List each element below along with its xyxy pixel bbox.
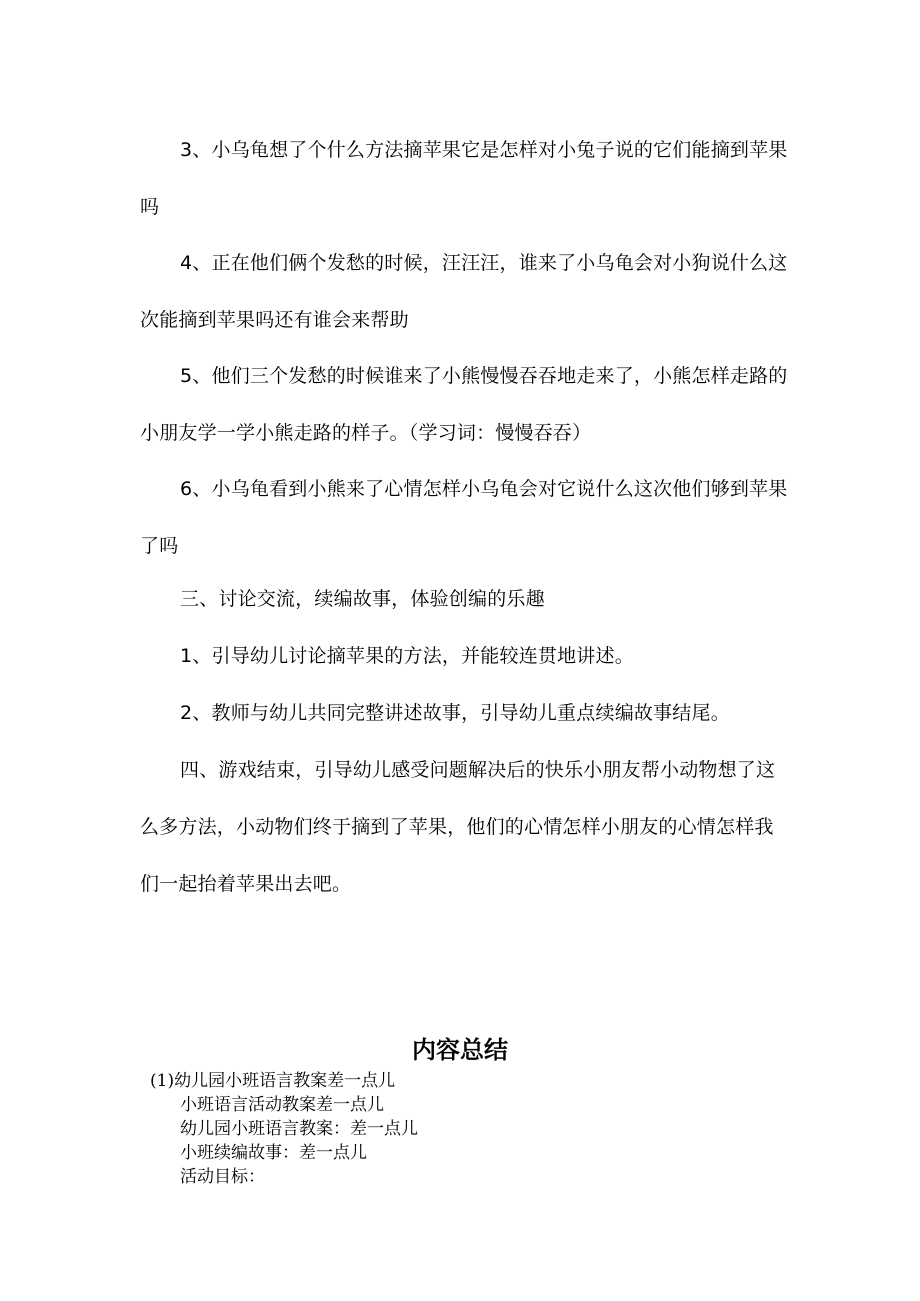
summary-list [150, 1069, 790, 1189]
paragraph-step-6: 6、小乌龟看到小熊来了心情怎样小乌龟会对它说什么这次他们够到苹果了吗 [140, 478, 788, 557]
paragraph-discussion-1: 1、引导幼儿讨论摘苹果的方法，并能较连贯地讲述。 [180, 645, 634, 667]
summary-line: (1)幼儿园小班语言教案差一点儿 [150, 1071, 396, 1091]
paragraph-step-4: 4、正在他们俩个发愁的时候，汪汪汪，谁来了小乌龟会对小狗说什么这次能摘到苹果吗还有谁会来帮助 [140, 252, 788, 331]
summary-line: 小班续编故事：差一点儿 [180, 1143, 367, 1163]
summary-line: 活动目标： [180, 1167, 265, 1187]
section-heading-discussion: 三、讨论交流，续编故事，体验创编的乐趣 [180, 588, 545, 610]
paragraph-discussion-2: 2、教师与幼儿共同完整讲述故事，引导幼儿重点续编故事结尾。 [180, 702, 730, 724]
paragraph-step-3: 3、小乌龟想了个什么方法摘苹果它是怎样对小兔子说的它们能摘到苹果吗 [140, 139, 788, 218]
summary-title: 内容总结 [412, 1035, 508, 1064]
summary-line: 幼儿园小班语言教案：差一点儿 [180, 1119, 418, 1139]
summary-line: 小班语言活动教案差一点儿 [180, 1095, 384, 1115]
paragraph-step-5: 5、他们三个发愁的时候谁来了小熊慢慢吞吞地走来了，小熊怎样走路的小朋友学一学小熊走路的样子。（学习词：慢慢吞吞） [140, 365, 788, 444]
paragraph-game-ending: 四、游戏结束，引导幼儿感受问题解决后的快乐小朋友帮小动物想了这么多方法，小动物们终于摘到了苹果，他们的心情怎样小朋友的心情怎样我们一起抬着苹果出去吧。 [140, 759, 776, 895]
